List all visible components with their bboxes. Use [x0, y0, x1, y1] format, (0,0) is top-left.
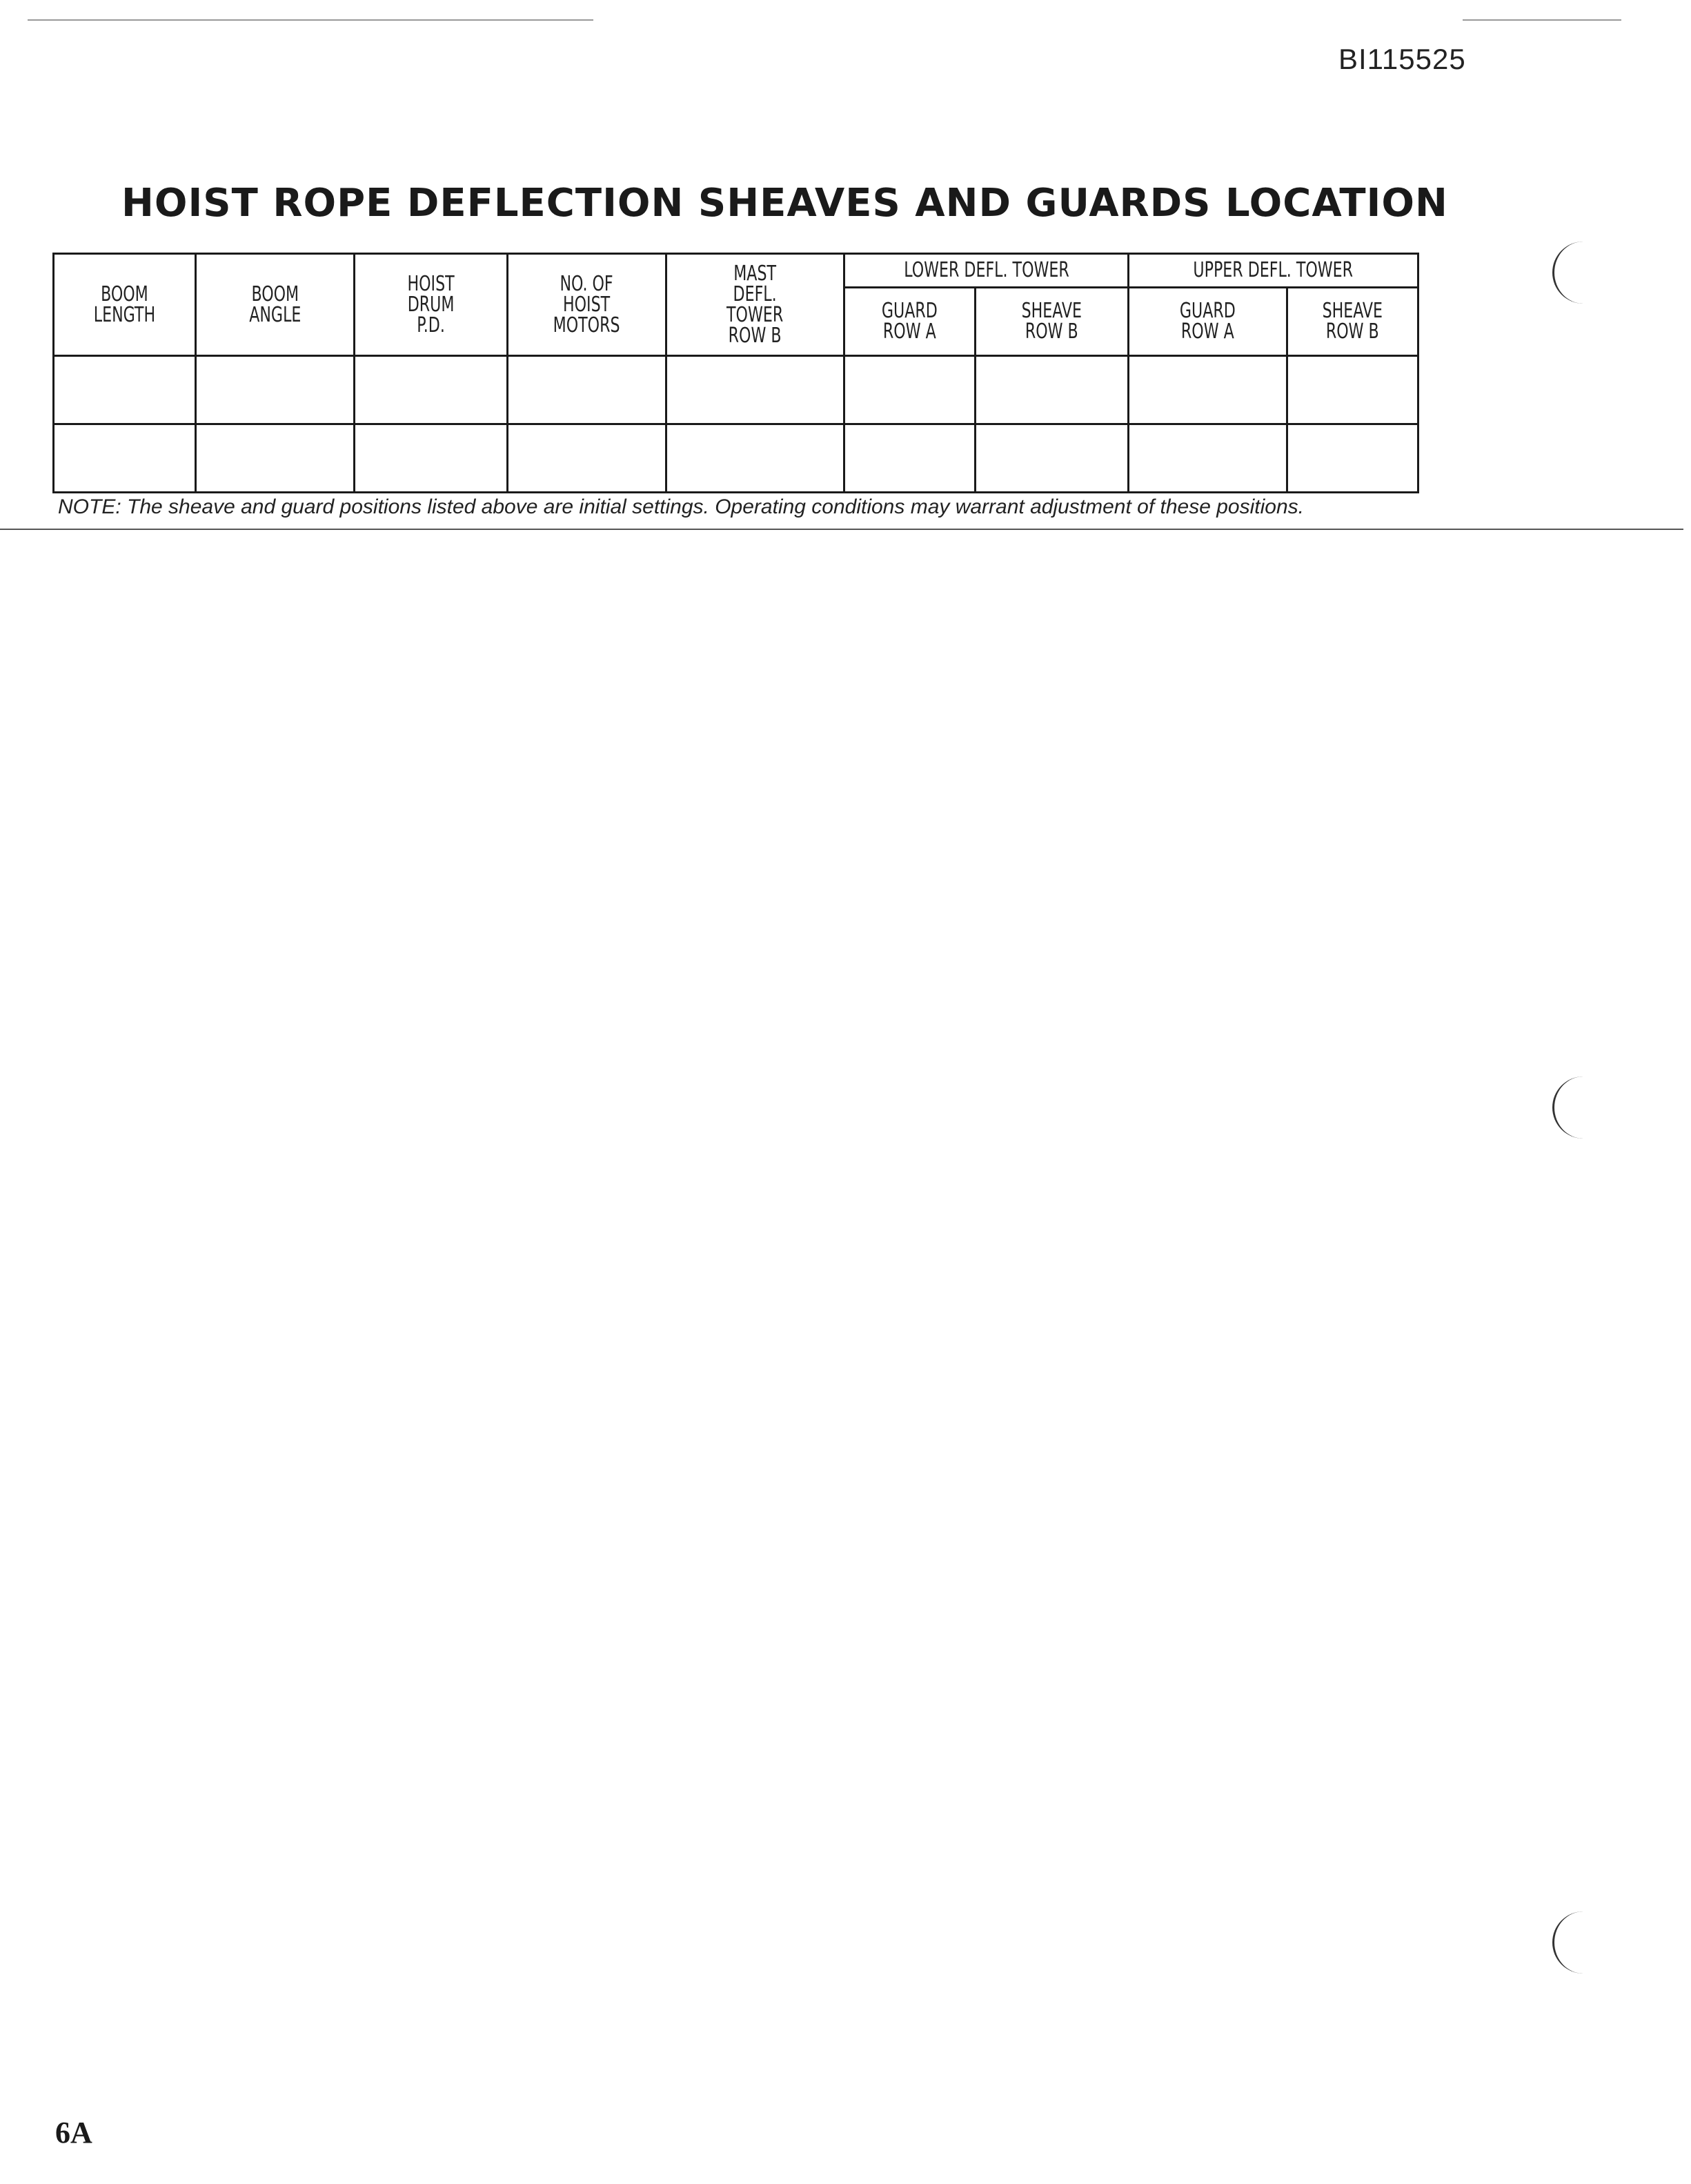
header-upper-guard-row-a: GUARD ROW A — [1129, 288, 1287, 356]
header-lower-guard-row-a: GUARD ROW A — [844, 288, 976, 356]
table-cell — [355, 356, 508, 424]
header-upper-defl-tower: UPPER DEFL. TOWER — [1129, 254, 1418, 288]
table-row — [54, 424, 1418, 493]
table-cell — [666, 356, 844, 424]
scan-edge-line — [28, 19, 593, 21]
table-cell — [976, 424, 1129, 493]
table-row — [54, 356, 1418, 424]
page-title: HOIST ROPE DEFLECTION SHEAVES AND GUARDS LOCATION — [121, 181, 1448, 226]
table-cell — [666, 424, 844, 493]
deflection-sheaves-table — [52, 253, 1419, 493]
table-cell — [54, 424, 196, 493]
table-cell — [196, 356, 355, 424]
page-number: 6A — [55, 2116, 92, 2149]
header-mast-defl-tower-row-b: MAST DEFL. TOWER ROW B — [666, 254, 844, 356]
table-cell — [1129, 424, 1287, 493]
binder-hole-mark — [1552, 1076, 1594, 1139]
table-cell — [1287, 356, 1418, 424]
table-cell — [508, 424, 666, 493]
binder-hole-mark — [1552, 1911, 1594, 1974]
document-id: BI115525 — [1338, 43, 1466, 75]
header-hoist-drum-pd: HOIST DRUM P.D. — [355, 254, 508, 356]
table-cell — [844, 356, 976, 424]
header-no-of-hoist-motors: NO. OF HOIST MOTORS — [508, 254, 666, 356]
header-boom-length: BOOM LENGTH — [54, 254, 196, 356]
header-upper-sheave-row-b: SHEAVE ROW B — [1287, 288, 1418, 356]
header-lower-defl-tower: LOWER DEFL. TOWER — [844, 254, 1129, 288]
table-cell — [196, 424, 355, 493]
table-cell — [54, 356, 196, 424]
table-cell — [355, 424, 508, 493]
scan-edge-line — [1463, 19, 1621, 21]
table-note: NOTE: The sheave and guard positions listed above are initial settings. Operating conditions may warrant adjustment of these positions. — [58, 495, 1304, 518]
header-lower-sheave-row-b: SHEAVE ROW B — [976, 288, 1129, 356]
table-cell — [976, 356, 1129, 424]
table-cell — [508, 356, 666, 424]
header-boom-angle: BOOM ANGLE — [196, 254, 355, 356]
table-cell — [1129, 356, 1287, 424]
table-cell — [844, 424, 976, 493]
table-cell — [1287, 424, 1418, 493]
binder-hole-mark — [1552, 242, 1594, 304]
note-underline — [0, 529, 1683, 530]
